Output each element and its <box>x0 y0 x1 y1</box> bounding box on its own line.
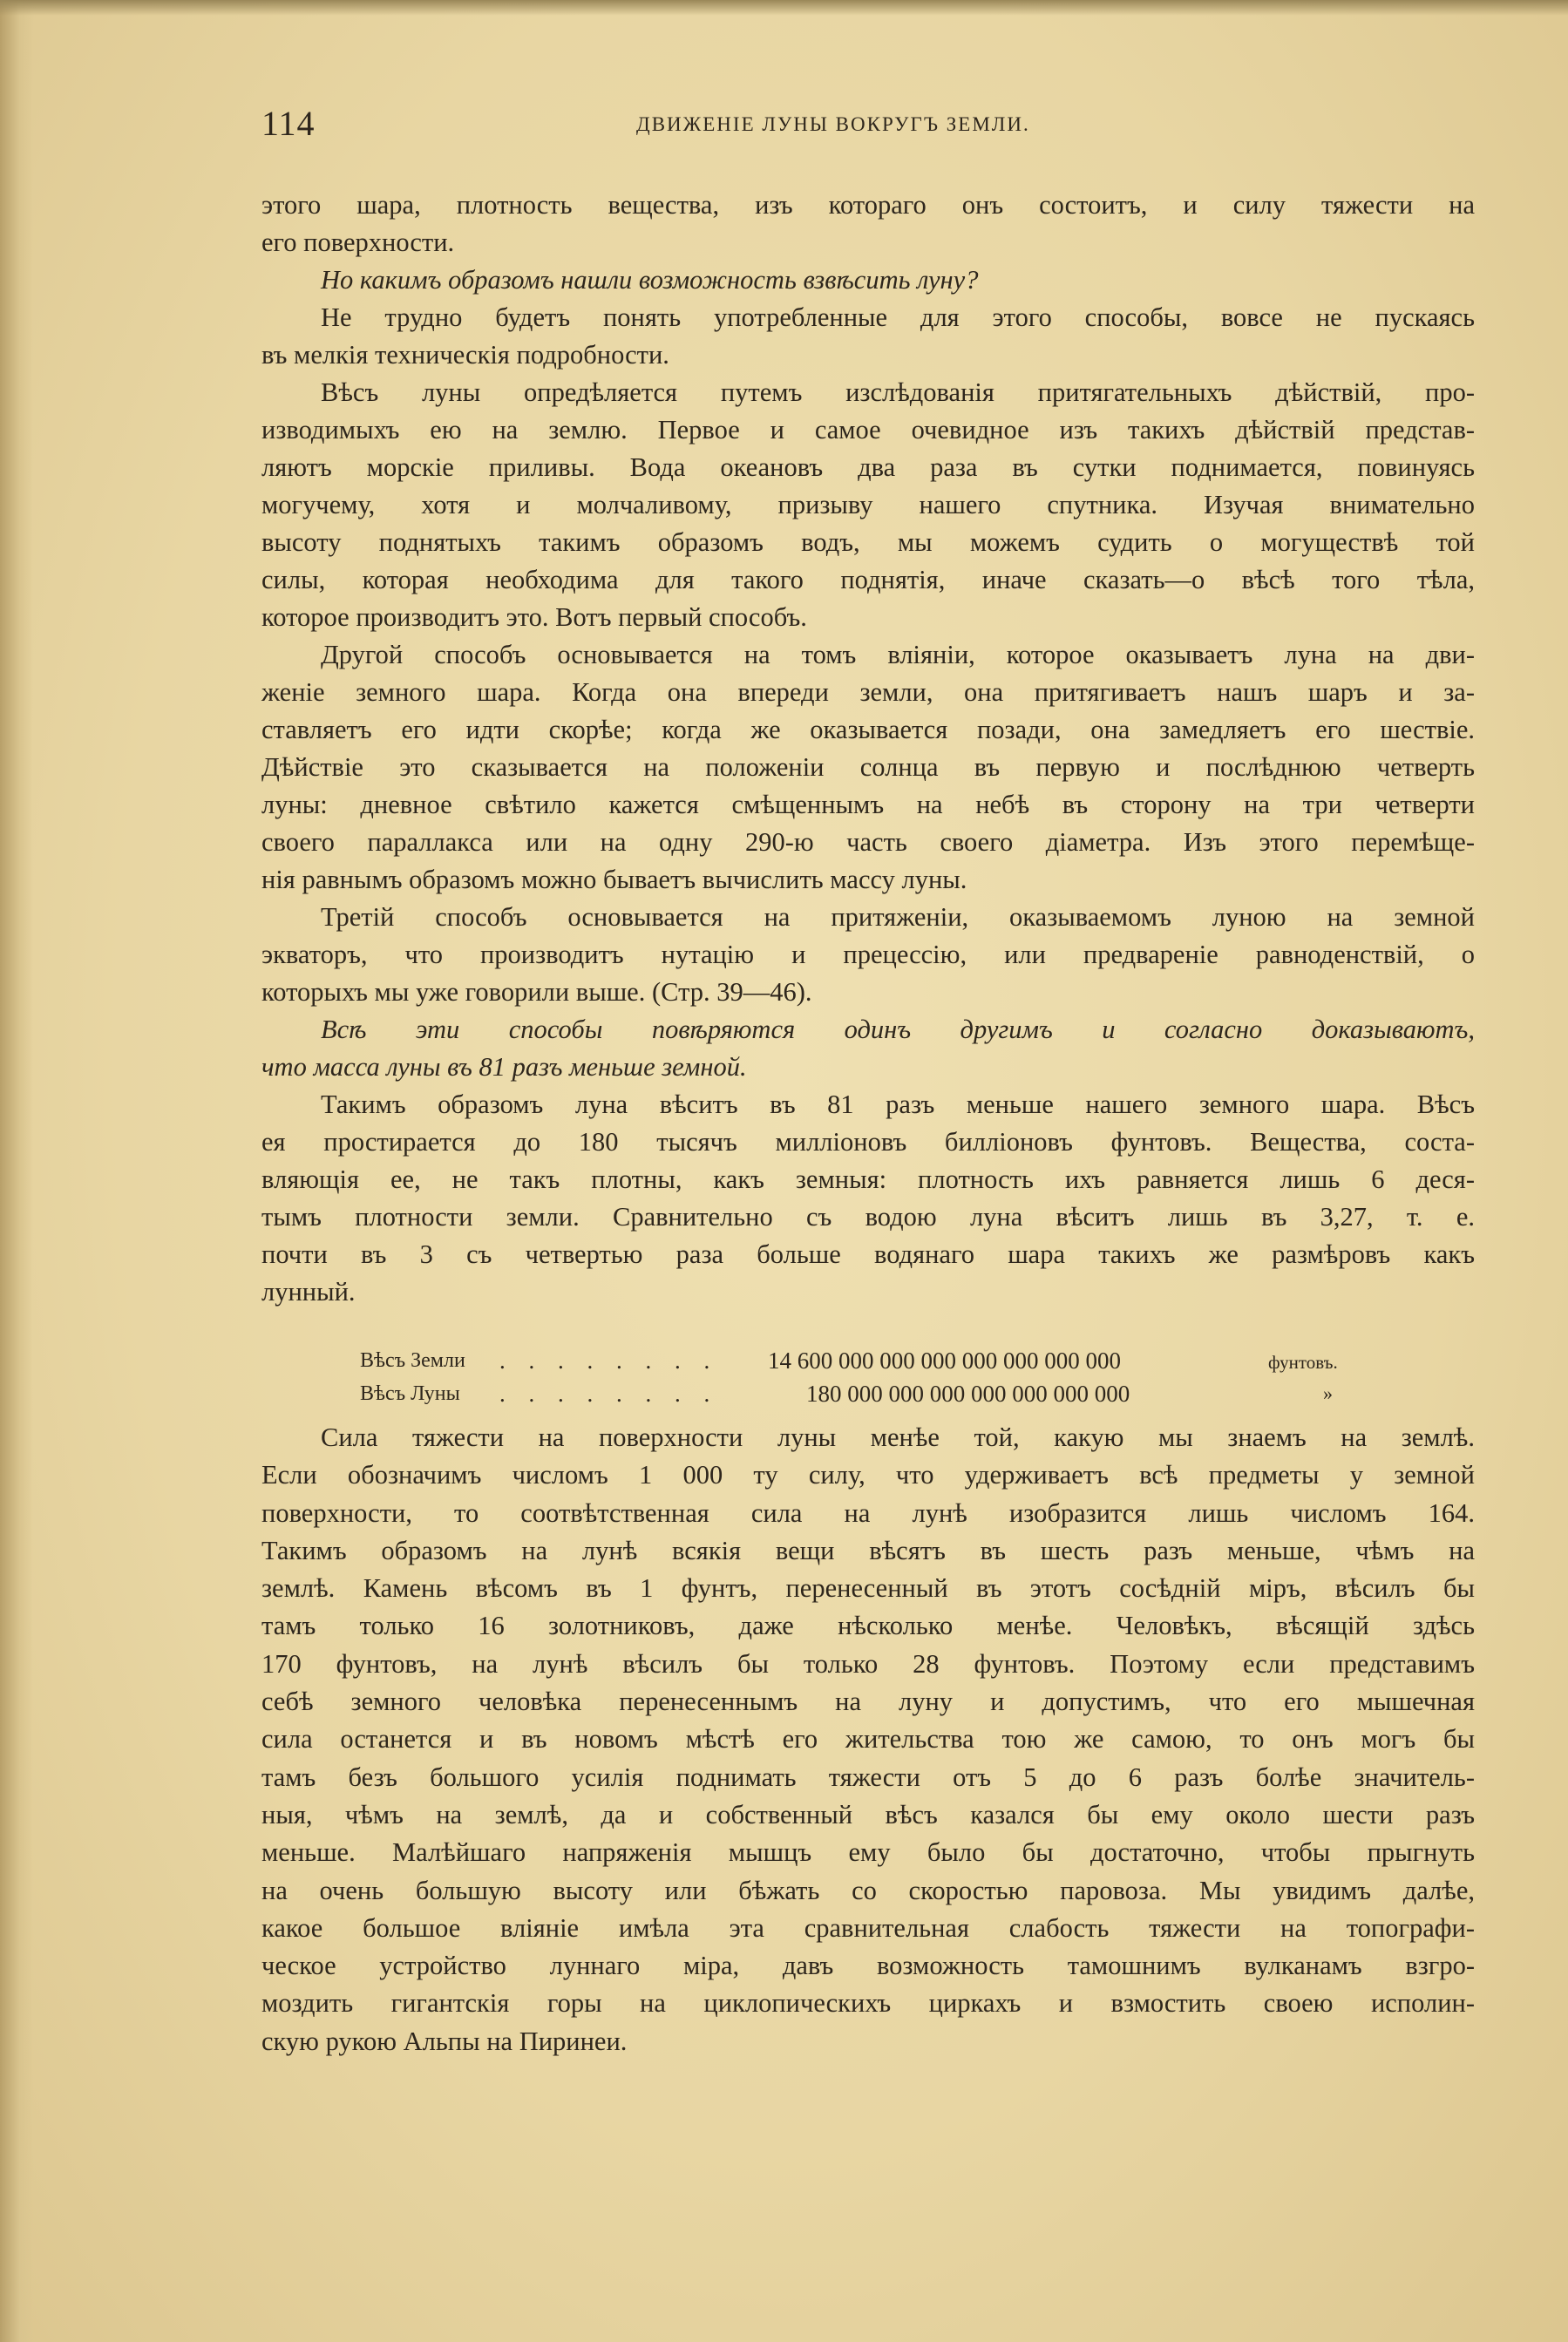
earth-weight-value: 14 600 000 000 000 000 000 000 000 <box>768 1347 1121 1374</box>
text-line: почти въ 3 съ четвертью раза больше водянаго шара такихъ же размѣровъ какъ <box>261 1239 1475 1269</box>
moon-weight-value: 180 000 000 000 000 000 000 000 <box>806 1381 1130 1407</box>
text-line: въ мелкія техническія подробности. <box>261 340 669 370</box>
text-line: Если обозначимъ числомъ 1 000 ту силу, что удерживаетъ всѣ предметы у земной <box>261 1460 1475 1490</box>
text-line: Не трудно будетъ понять употребленные для этого способы, вовсе не пускаясь <box>321 302 1475 332</box>
text-line: нія равнымъ образомъ можно бываетъ вычислить массу луны. <box>261 865 967 894</box>
text-line: ныя, чѣмъ на землѣ, да и собственный вѣсъ казался бы ему около шести разъ <box>261 1799 1475 1829</box>
text-line: силы, которая необходима для такого поднятія, иначе сказать—о вѣсѣ того тѣла, <box>261 565 1475 594</box>
text-line: землѣ. Камень вѣсомъ въ 1 фунтъ, перенесенный въ этотъ сосѣдній міръ, вѣсилъ бы <box>261 1573 1475 1604</box>
running-title: ДВИЖЕНІЕ ЛУНЫ ВОКРУГЪ ЗЕМЛИ. <box>636 113 1030 135</box>
text-line: Другой способъ основывается на томъ вліяніи, которое оказываетъ луна на дви- <box>321 640 1475 669</box>
text-line: ческое устройство луннаго міра, давъ возможность тамошнимъ вулканамъ взгро- <box>261 1951 1475 1981</box>
text-line: Такимъ образомъ луна вѣситъ въ 81 разъ меньше нашего земного шара. Вѣсъ <box>321 1090 1475 1119</box>
text-line: 170 фунтовъ, на лунѣ вѣсилъ бы только 28 фунтовъ. Поэтому если представимъ <box>261 1648 1475 1679</box>
moon-weight-label: Вѣсъ Луны <box>360 1382 460 1405</box>
text-line: ляютъ морскіе приливы. Вода океановъ два раза въ сутки поднимается, повинуясь <box>261 452 1475 482</box>
text-line: тамъ безъ большого усилія поднимать тяжести отъ 5 до 6 разъ болѣе значитель- <box>261 1762 1475 1792</box>
body-text-top <box>261 187 1475 1311</box>
text-line: этого шара, плотность вещества, изъ котораго онъ состоитъ, и силу тяжести на <box>261 190 1475 220</box>
text-line: сила останется и въ новомъ мѣстѣ его жительства тою же самою, то онъ могъ бы <box>261 1724 1475 1755</box>
text-line: Такимъ образомъ на лунѣ всякія вещи вѣсятъ въ шесть разъ меньше, чѣмъ на <box>261 1535 1475 1565</box>
page-top-shadow <box>0 0 1568 16</box>
italic-conclusion: что масса луны въ 81 разъ меньше земной. <box>261 1052 747 1082</box>
text-line: Вѣсъ луны опредѣляется путемъ изслѣдованія притягательныхъ дѣйствій, про- <box>321 377 1475 407</box>
earth-weight-unit: фунтовъ. <box>1268 1352 1338 1373</box>
text-line: тамъ только 16 золотниковъ, даже нѣсколько менѣе. Человѣкъ, вѣсящій здѣсь <box>261 1611 1475 1641</box>
text-line: лунный. <box>261 1277 356 1307</box>
text-line: скую рукою Альпы на Пиринеи. <box>261 2026 628 2056</box>
leader-dots: . . . . . . . . <box>499 1347 719 1374</box>
text-line: Сила тяжести на поверхности луны менѣе той, какую мы знаемъ на землѣ. <box>321 1422 1475 1452</box>
weights-table <box>360 1344 1493 1410</box>
text-line: экваторъ, что производитъ нутацію и прецессію, или предвареніе равноденствій, о <box>261 940 1475 969</box>
text-line: своего параллакса или на одну 290-ю часть своего діаметра. Изъ этого перемѣще- <box>261 827 1475 857</box>
text-line: поверхности, то соотвѣтственная сила на лунѣ изобразится лишь числомъ 164. <box>261 1497 1475 1528</box>
text-line: на очень большую высоту или бѣжать со скоростью паровоза. Мы увидимъ далѣе, <box>261 1875 1475 1905</box>
text-line: его поверхности. <box>261 227 455 257</box>
earth-weight-row <box>360 1344 1493 1377</box>
page-header <box>261 103 1482 155</box>
text-line: какое большое вліяніе имѣла эта сравнительная слабость тяжести на топографи- <box>261 1912 1475 1943</box>
text-line: луны: дневное свѣтило кажется смѣщеннымъ на небѣ въ сторону на три четверти <box>261 790 1475 819</box>
text-line: ставляетъ его идти скорѣе; когда же оказывается позади, она замедляетъ его шествіе. <box>261 715 1475 744</box>
earth-weight-label: Вѣсъ Земли <box>360 1349 465 1372</box>
text-line: которыхъ мы уже говорили выше. (Стр. 39—46). <box>261 977 812 1007</box>
moon-weight-row <box>360 1377 1493 1410</box>
text-line: Третій способъ основывается на притяженіи, оказываемомъ луною на земной <box>321 902 1475 932</box>
text-line: женіе земного шара. Когда она впереди земли, она притягиваетъ нашъ шаръ и за- <box>261 677 1475 707</box>
text-line: могучему, хотя и молчаливому, призыву нашего спутника. Изучая внимательно <box>261 490 1475 519</box>
leader-dots: . . . . . . . . <box>499 1381 719 1407</box>
text-line: ея простирается до 180 тысячъ милліоновъ билліоновъ фунтовъ. Вещества, соста- <box>261 1127 1475 1157</box>
text-line: тымъ плотности земли. Сравнительно съ водою луна вѣситъ лишь въ 3,27, т. е. <box>261 1202 1475 1232</box>
text-line: моздить гигантскія горы на циклопическихъ циркахъ и взмостить своею исполин- <box>261 1988 1475 2019</box>
text-line: меньше. Малѣйшаго напряженія мышцъ ему было бы достаточно, чтобы прыгнуть <box>261 1837 1475 1868</box>
ditto-mark: » <box>1323 1382 1333 1404</box>
text-line: высоту поднятыхъ такимъ образомъ водъ, мы можемъ судить о могуществѣ той <box>261 527 1475 557</box>
italic-conclusion: Всѣ эти способы повѣряются одинъ другимъ и согласно доказываютъ, <box>321 1015 1475 1044</box>
body-text-bottom <box>261 1419 1475 2060</box>
text-line: изводимыхъ ею на землю. Первое и самое очевидное изъ такихъ дѣйствій представ- <box>261 415 1475 445</box>
text-line: вляющія ее, не такъ плотны, какъ земныя: плотность ихъ равняется лишь 6 деся- <box>261 1164 1475 1194</box>
text-line: Дѣйствіе это сказывается на положеніи солнца въ первую и послѣднюю четверть <box>261 752 1475 782</box>
text-line: себѣ земного человѣка перенесеннымъ на луну и допустимъ, что его мышечная <box>261 1687 1475 1717</box>
italic-question: Но какимъ образомъ нашли возможность взвѣсить луну? <box>321 265 979 295</box>
page-gutter-shadow <box>0 0 33 2342</box>
text-line: которое производитъ это. Вотъ первый способъ. <box>261 602 807 632</box>
page-number: 114 <box>261 104 316 143</box>
